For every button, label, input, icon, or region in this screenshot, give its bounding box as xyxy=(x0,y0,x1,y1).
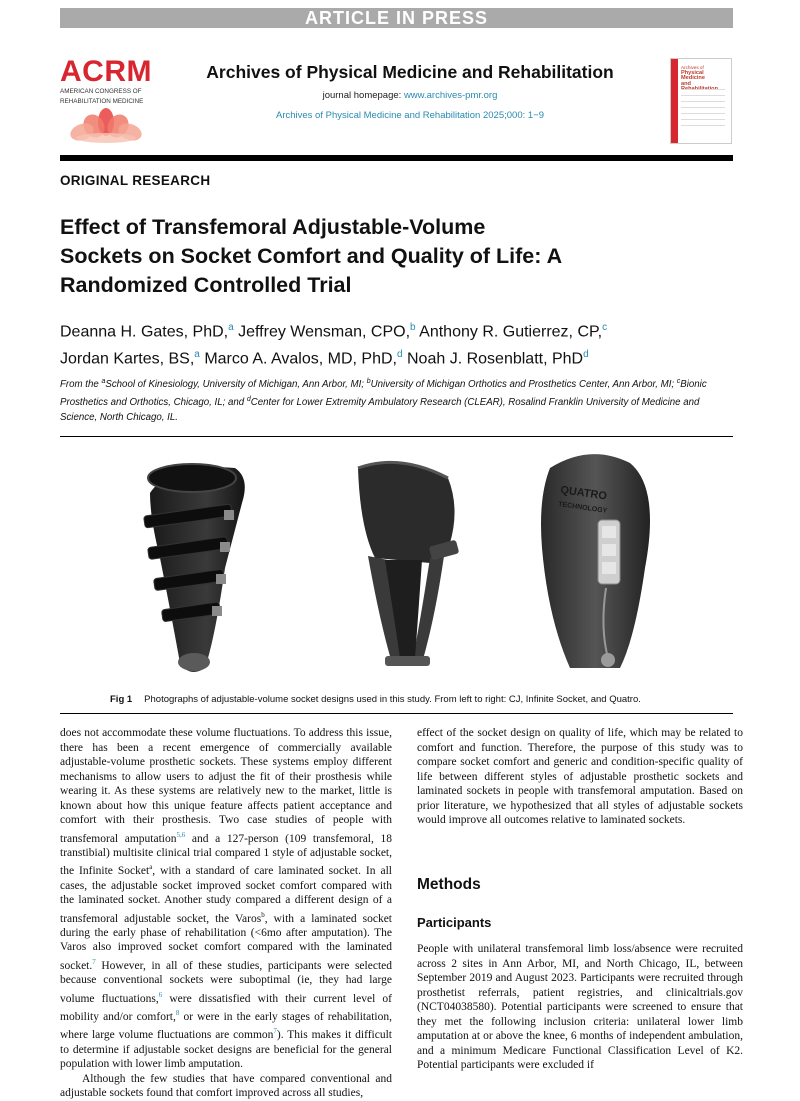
text-run: ). This makes it difficult to determine if adjustable socket designs are beneficial for the general population with lower limb amputation. xyxy=(60,1029,392,1071)
author-line-2 xyxy=(60,343,740,370)
author-line-1 xyxy=(60,316,740,343)
homepage-label: journal homepage: xyxy=(322,90,404,101)
citation-ref[interactable]: 7 xyxy=(273,1027,277,1036)
affil-text: From the xyxy=(60,379,102,391)
methods-heading: Methods xyxy=(417,876,481,893)
footnote-ref: a xyxy=(149,863,153,872)
author: Anthony R. Gutierrez, CP, xyxy=(419,323,603,341)
paragraph: Although the few studies that have compared conventional and adjustable sockets found that comfort improved across all studies, xyxy=(60,1072,392,1100)
journal-cover-thumbnail xyxy=(670,58,732,144)
author: Noah J. Rosenblatt, PhD xyxy=(407,350,584,368)
affil-marker: a xyxy=(101,378,106,385)
right-column-intro xyxy=(417,726,743,828)
quatro-socket xyxy=(541,454,650,668)
acrm-logo-subtitle-2: REHABILITATION MEDICINE xyxy=(60,98,144,105)
author-affil-ref[interactable]: d xyxy=(583,349,589,361)
title-line: Sockets on Socket Comfort and Quality of Life: A xyxy=(60,244,563,268)
article-title xyxy=(60,213,620,300)
cover-line xyxy=(681,119,725,120)
author-affil-ref[interactable]: b xyxy=(410,322,416,333)
affil-marker: b xyxy=(366,378,371,385)
cover-line xyxy=(681,101,725,102)
lotus-logo-icon xyxy=(60,108,152,144)
figure-caption-text: Photographs of adjustable-volume socket designs used in this study. From left to right: CJ, Infinite Socket, and Quatro. xyxy=(144,694,641,705)
figure-label: Fig 1 xyxy=(110,694,133,705)
section-label: ORIGINAL RESEARCH xyxy=(60,173,211,188)
cover-line xyxy=(681,107,725,108)
acrm-logo xyxy=(60,55,155,106)
citation-ref[interactable]: 5,6 xyxy=(176,830,186,839)
cover-title-line-1: Archives of xyxy=(681,65,704,70)
citation-ref[interactable]: 6 xyxy=(158,990,163,999)
text-run: , with a laminated socket during the early phase of rehabilitation (<6mo after amputation). The Varos also improved socket comfort compared with the laminated socket. xyxy=(60,912,392,972)
affil-text: University of Michigan Orthotics and Prosthetics Center, Ann Arbor, MI; xyxy=(370,379,677,391)
affil-marker: d xyxy=(246,396,251,404)
acrm-logo-text: ACRM xyxy=(60,55,152,88)
figure-caption xyxy=(110,694,750,705)
citation-ref[interactable]: 8 xyxy=(175,1009,180,1018)
author-affil-ref[interactable]: c xyxy=(602,322,608,333)
author-list xyxy=(60,316,740,371)
socket-photographs-figure xyxy=(130,448,670,678)
acrm-logo-subtitle-1: AMERICAN CONGRESS OF xyxy=(60,88,142,95)
affiliation-rule xyxy=(60,436,733,437)
cover-line xyxy=(681,89,725,90)
homepage-link[interactable]: www.archives-pmr.org xyxy=(403,90,498,101)
text-run: and a 127-person (109 transfemoral, 18 transtibial) multisite clinical trial compared 1 style of adjustable socket, the Infinite Socket xyxy=(60,832,392,878)
cover-title-line-3: and xyxy=(681,80,691,87)
author-affil-ref[interactable]: a xyxy=(228,322,234,333)
affil-text: Bionic Prosthetics and Orthotics, Chicago, IL; and xyxy=(60,379,707,409)
cj-socket xyxy=(144,464,245,672)
author-affil-ref[interactable]: a xyxy=(194,349,200,361)
title-line: Effect of Transfemoral Adjustable-Volume xyxy=(60,215,486,239)
participants-heading: Participants xyxy=(417,915,492,930)
journal-citation[interactable]: Archives of Physical Medicine and Rehabilitation 2025;000: 1−9 xyxy=(275,110,544,121)
cover-line xyxy=(681,95,725,96)
affiliations xyxy=(60,374,735,425)
affil-marker: c xyxy=(676,378,681,385)
article-in-press-banner: ARTICLE IN PRESS xyxy=(60,8,733,28)
text-run: does not accommodate these volume fluctuations. To address this issue, there has been a recent emergence of commercially available adjustable-volume prosthetic sockets. These systems employ different mechanisms to allow users to adjust the fit of their prosthesis while wearing it. As these systems are relatively new to the market, little is known about how this unique feature affects patient acceptance and comfort with their prosthesis. Two case studies of people with transfemoral amputation xyxy=(60,727,392,845)
journal-homepage xyxy=(170,90,650,101)
quatro-emboss-text: QUATRO xyxy=(559,484,608,503)
cover-title-line-2: Physical Medicine xyxy=(681,69,705,81)
quatro-emboss-subtext: TECHNOLOGY xyxy=(557,501,608,515)
author-affil-ref[interactable]: d xyxy=(396,349,403,361)
text-run: However, in all of these studies, participants were selected because conventional sockets were suboptimal (ie, they had large volume fluctuations, xyxy=(60,959,392,1005)
cover-line xyxy=(681,113,725,114)
caption-rule xyxy=(60,713,733,714)
journal-title: Archives of Physical Medicine and Rehabilitation xyxy=(206,62,614,82)
header-rule xyxy=(60,155,733,161)
paragraph: effect of the socket design on quality of life, which may be related to comfort and function. Therefore, the purpose of this study was to compare socket comfort and generic and condition-specific quality of life between different styles of adjustable prosthetic sockets and laminated sockets in people with transfemoral amputation. Based on prior literature, we hypothesized that all styles of adjustable sockets would improve all outcomes relative to laminated sockets. xyxy=(417,727,743,826)
cover-line xyxy=(681,125,725,126)
text-run: or were in the early stages of rehabilitation, where large volume fluctuations are common xyxy=(60,1010,392,1042)
footnote-ref: b xyxy=(261,910,265,919)
author: Jeffrey Wensman, CPO, xyxy=(238,323,411,341)
author: Jordan Kartes, BS, xyxy=(60,350,195,368)
affil-text: School of Kinesiology, University of Michigan, Ann Arbor, MI; xyxy=(105,379,367,391)
title-line: Randomized Controlled Trial xyxy=(60,273,352,297)
paragraph xyxy=(60,726,392,1072)
left-column xyxy=(60,726,392,1101)
cover-strip xyxy=(671,59,678,143)
paragraph: People with unilateral transfemoral limb loss/absence were recruited across 2 sites in Ann Arbor, MI, and North Chicago, IL, between September 2019 and August 2023. Participants were recruited through prosthetist referrals, patient registries, and clinicaltrials.gov (NCT04038580). Potential participants were screened to ensure that they met the following inclusion criteria: unilateral lower limb amputation at or above the knee, 6 months of independent ambulation, and a minimum Medicare Functional Classification Level of K2. Potential participants were excluded if xyxy=(417,943,743,1071)
author: Deanna H. Gates, PhD, xyxy=(60,323,229,341)
affil-text: Center for Lower Extremity Ambulatory Research (CLEAR), Rosalind Franklin University of Medicine and Science, North Chicago, IL. xyxy=(60,397,700,424)
citation-ref[interactable]: 7 xyxy=(92,957,96,966)
author: Marco A. Avalos, MD, PhD, xyxy=(204,350,397,368)
text-run: , with a standard of care laminated socket. In all cases, the adjustable socket improved socket comfort compared with the laminated socket. Another study compared a different design of a transfemoral adjustable socket, the Varos xyxy=(60,865,392,925)
text-run: were dissatisfied with their current level of mobility and/or comfort, xyxy=(60,992,392,1023)
right-column-participants xyxy=(417,942,743,1073)
infinite-socket xyxy=(358,462,459,666)
